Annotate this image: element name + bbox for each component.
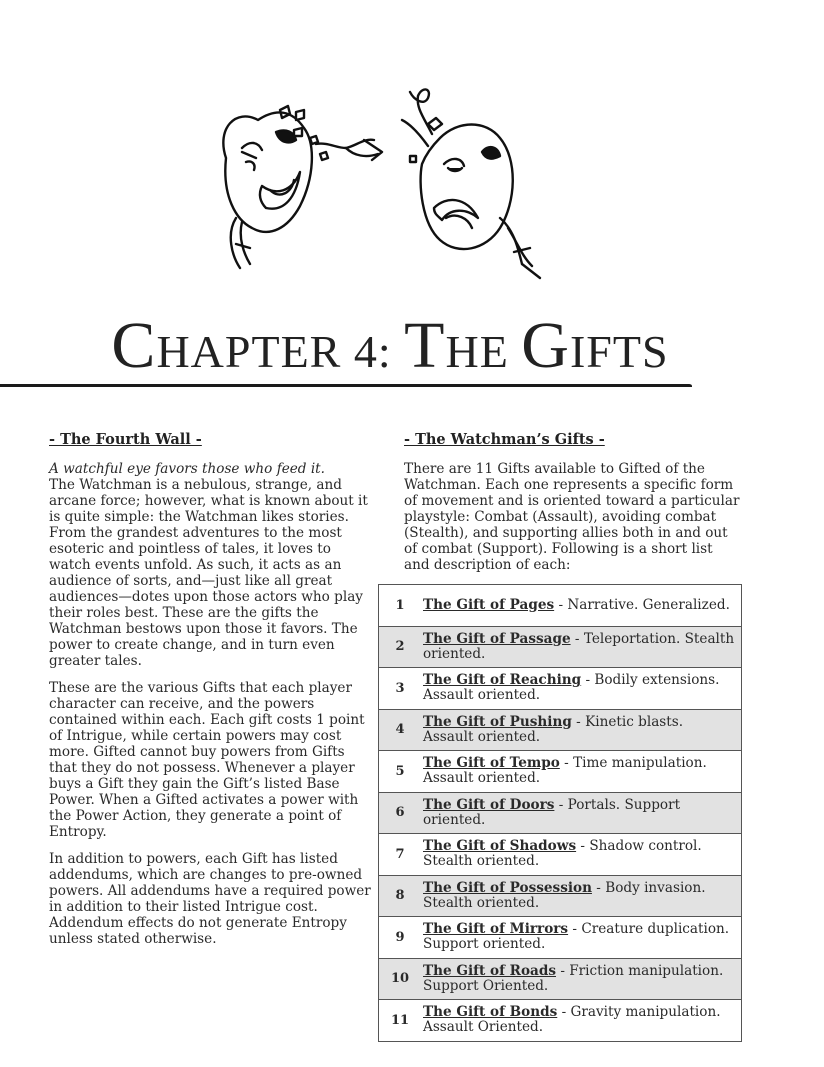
title-initial-g: G (521, 309, 570, 382)
gift-summary: - Kinetic blasts. Assault oriented. (423, 713, 684, 745)
table-row (379, 958, 742, 1000)
title-part-1: HAPTER 4: (156, 326, 405, 377)
gift-summary: - Bodily extensions. Assault oriented. (423, 672, 720, 704)
fourth-wall-paragraph-2: These are the various Gifts that each player character can receive, and the powers contained within each. Each gift costs 1 point of Intrigue, while certain powers may cost more. Gifted cannot buy powers from Gifts that they do not possess. Whenever a player buys a Gift they gain the Gift’s listed Base Power. When a Gifted activates a power with the Power Action, they generate a point of Entropy. (49, 680, 365, 840)
gift-summary: - Creature duplication. Support oriented. (423, 921, 730, 953)
title-part-3: IFTS (569, 326, 669, 377)
fourth-wall-heading: - The Fourth Wall - (49, 431, 202, 448)
fourth-wall-paragraph-1 (49, 461, 371, 669)
gift-description-cell (421, 668, 742, 710)
gift-name: The Gift of Pages (423, 596, 555, 613)
gift-summary: - Shadow control. Stealth oriented. (423, 838, 702, 870)
gift-number: 1 (379, 585, 422, 627)
comedy-mask-icon (223, 106, 382, 268)
table-row (379, 668, 742, 710)
gift-number: 3 (379, 668, 422, 710)
gift-number: 10 (379, 958, 422, 1000)
title-divider (0, 384, 692, 387)
gift-number: 11 (379, 1000, 422, 1042)
gift-summary: - Body invasion. Stealth oriented. (423, 879, 706, 911)
watchmans-gifts-intro: There are 11 Gifts available to Gifted of the Watchman. Each one represents a specific form of movement and is oriented toward a particular playstyle: Combat (Assault), avoiding combat (Stealth), and supporting allies both in and out of combat (Support). Following is a short list and description of each: (404, 461, 740, 573)
gift-number: 5 (379, 751, 422, 793)
fourth-wall-section (49, 432, 371, 958)
watchmans-gifts-section (404, 432, 740, 584)
gift-description-cell (421, 875, 742, 917)
gift-summary: - Narrative. Generalized. (554, 596, 730, 613)
gift-name: The Gift of Reaching (423, 672, 582, 689)
gift-number: 6 (379, 792, 422, 834)
gift-summary: - Time manipulation. Assault oriented. (423, 755, 707, 787)
gift-name: The Gift of Pushing (423, 713, 572, 730)
gift-name: The Gift of Possession (423, 879, 592, 896)
paragraph-1-text: The Watchman is a nebulous, strange, and arcane force; however, what is known about it is quite simple: the Watchman likes stories. From the grandest adventures to the most esoteric and pointless of tales, it loves to watch events unfold. As such, it acts as an audience of sorts, and—just like all great audiences—dotes upon those actors who play their roles best. These are the gifts the Watchman bestows upon those it favors. The power to create change, and in turn even greater tales. (49, 477, 368, 669)
gift-name: The Gift of Mirrors (423, 921, 569, 938)
masks-illustration (196, 68, 556, 290)
table-row (379, 709, 742, 751)
tragedy-mask-icon (402, 89, 540, 278)
table-row (379, 875, 742, 917)
gift-description-cell (421, 751, 742, 793)
gift-summary: - Portals. Support oriented. (423, 796, 681, 828)
gift-description-cell (421, 834, 742, 876)
table-row (379, 751, 742, 793)
gift-name: The Gift of Shadows (423, 838, 577, 855)
title-initial-t: T (404, 309, 446, 382)
gift-description-cell (421, 585, 742, 627)
gift-description-cell (421, 792, 742, 834)
gift-name: The Gift of Doors (423, 796, 555, 813)
watchmans-gifts-heading: - The Watchman’s Gifts - (404, 431, 605, 448)
gift-name: The Gift of Passage (423, 630, 571, 647)
gift-summary: - Teleportation. Stealth oriented. (423, 630, 735, 662)
gift-description-cell (421, 958, 742, 1000)
title-part-2: HE (445, 326, 522, 377)
gift-description-cell (421, 626, 742, 668)
gift-number: 9 (379, 917, 422, 959)
table-row (379, 585, 742, 627)
gift-description-cell (421, 917, 742, 959)
table-row (379, 792, 742, 834)
gift-summary: - Gravity manipulation. Assault Oriented. (423, 1004, 721, 1036)
epigraph: A watchful eye favors those who feed it. (49, 461, 325, 477)
title-initial-c: C (111, 309, 157, 382)
gift-name: The Gift of Tempo (423, 755, 560, 772)
table-row (379, 834, 742, 876)
chapter-title (0, 308, 780, 384)
gift-description-cell (421, 709, 742, 751)
gifts-table (378, 584, 742, 1042)
gift-number: 4 (379, 709, 422, 751)
table-row (379, 917, 742, 959)
gift-number: 7 (379, 834, 422, 876)
gift-name: The Gift of Bonds (423, 1004, 558, 1021)
table-row (379, 626, 742, 668)
table-row (379, 1000, 742, 1042)
gift-summary: - Friction manipulation. Support Oriented. (423, 962, 724, 994)
gift-number: 8 (379, 875, 422, 917)
gift-description-cell (421, 1000, 742, 1042)
gift-name: The Gift of Roads (423, 962, 556, 979)
fourth-wall-paragraph-3: In addition to powers, each Gift has listed addendums, which are changes to pre-owned powers. All addendums have a required power in addition to their listed Intrigue cost. Addendum effects do not generate Entropy unless stated otherwise. (49, 851, 371, 947)
gift-number: 2 (379, 626, 422, 668)
